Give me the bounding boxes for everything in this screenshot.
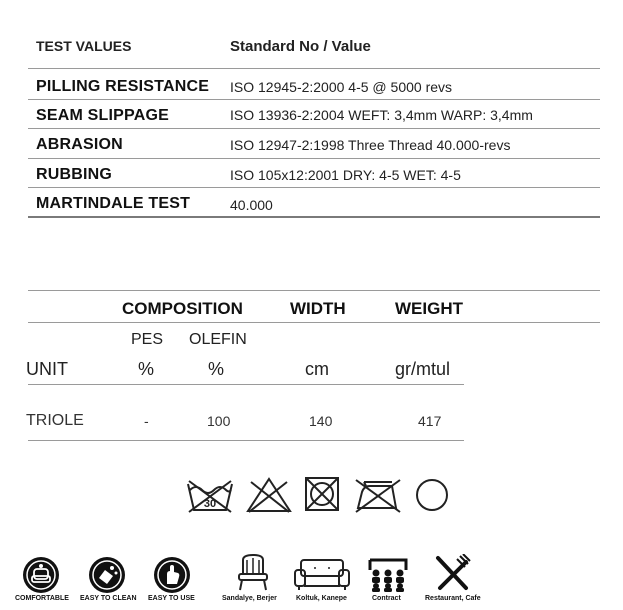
feature-label: EASY TO CLEAN: [80, 595, 137, 602]
feature-label: COMFORTABLE: [15, 595, 69, 602]
comfortable-icon: [22, 556, 60, 599]
divider: [28, 290, 600, 291]
feature-label: EASY TO USE: [148, 595, 195, 602]
standard-value-header: Standard No / Value: [230, 38, 371, 55]
unit-weight: gr/mtul: [395, 359, 451, 379]
pes-subheader: PES: [131, 331, 164, 348]
easy-to-use-icon: [153, 556, 191, 599]
feature-label: Koltuk, Kanepe: [296, 595, 347, 602]
row-label-rubbing: RUBBING: [36, 166, 113, 183]
wash-30-icon: [186, 478, 234, 514]
row-label-pilling: PILLING RESISTANCE: [36, 78, 210, 95]
unit-pes: %: [138, 359, 155, 379]
product-weight: 417: [418, 413, 442, 429]
divider: [28, 384, 464, 385]
divider: [28, 99, 600, 100]
divider: [28, 322, 600, 323]
no-tumble-dry-icon: [304, 476, 340, 512]
product-width: 140: [309, 413, 333, 429]
product-name: TRIOLE: [26, 412, 84, 429]
row-value-pilling: ISO 12945-2:2000 4-5 @ 5000 revs: [230, 79, 453, 95]
divider: [28, 128, 600, 129]
no-iron-icon: [352, 478, 404, 514]
row-value-seam: ISO 13936-2:2004 WEFT: 3,4mm WARP: 3,4mm: [230, 107, 533, 123]
composition-header: COMPOSITION: [122, 299, 243, 318]
row-value-martindale: 40.000: [230, 197, 273, 213]
row-value-rubbing: ISO 105x12:2001 DRY: 4-5 WET: 4-5: [230, 167, 461, 183]
row-label-seam: SEAM SLIPPAGE: [36, 107, 169, 124]
test-values-header: TEST VALUES: [36, 38, 132, 54]
row-label-abrasion: ABRASION: [36, 136, 123, 153]
chair-icon: [235, 552, 271, 597]
divider: [28, 187, 600, 188]
dry-clean-icon: [415, 478, 449, 512]
divider: [28, 158, 600, 159]
contract-icon: [366, 556, 410, 597]
sofa-icon: [293, 556, 351, 597]
feature-label: Contract: [372, 595, 401, 602]
feature-label: Sandalye, Berjer: [222, 595, 277, 602]
unit-label: UNIT: [26, 359, 68, 379]
row-label-martindale: MARTINDALE TEST: [36, 195, 191, 212]
feature-label: Restaurant, Cafe: [425, 595, 481, 602]
divider: [28, 440, 464, 441]
unit-olefin: %: [208, 359, 225, 379]
restaurant-icon: [432, 554, 472, 597]
olefin-subheader: OLEFIN: [189, 331, 247, 348]
product-pes: -: [144, 413, 149, 429]
wash-temperature: 30: [203, 498, 217, 510]
product-olefin: 100: [207, 413, 231, 429]
unit-width: cm: [305, 359, 329, 379]
width-header: WIDTH: [290, 299, 346, 318]
no-bleach-icon: [245, 476, 293, 514]
divider: [28, 216, 600, 218]
divider: [28, 68, 600, 69]
easy-to-clean-icon: [88, 556, 126, 599]
row-value-abrasion: ISO 12947-2:1998 Three Thread 40.000-revs: [230, 137, 511, 153]
weight-header: WEIGHT: [395, 299, 463, 318]
